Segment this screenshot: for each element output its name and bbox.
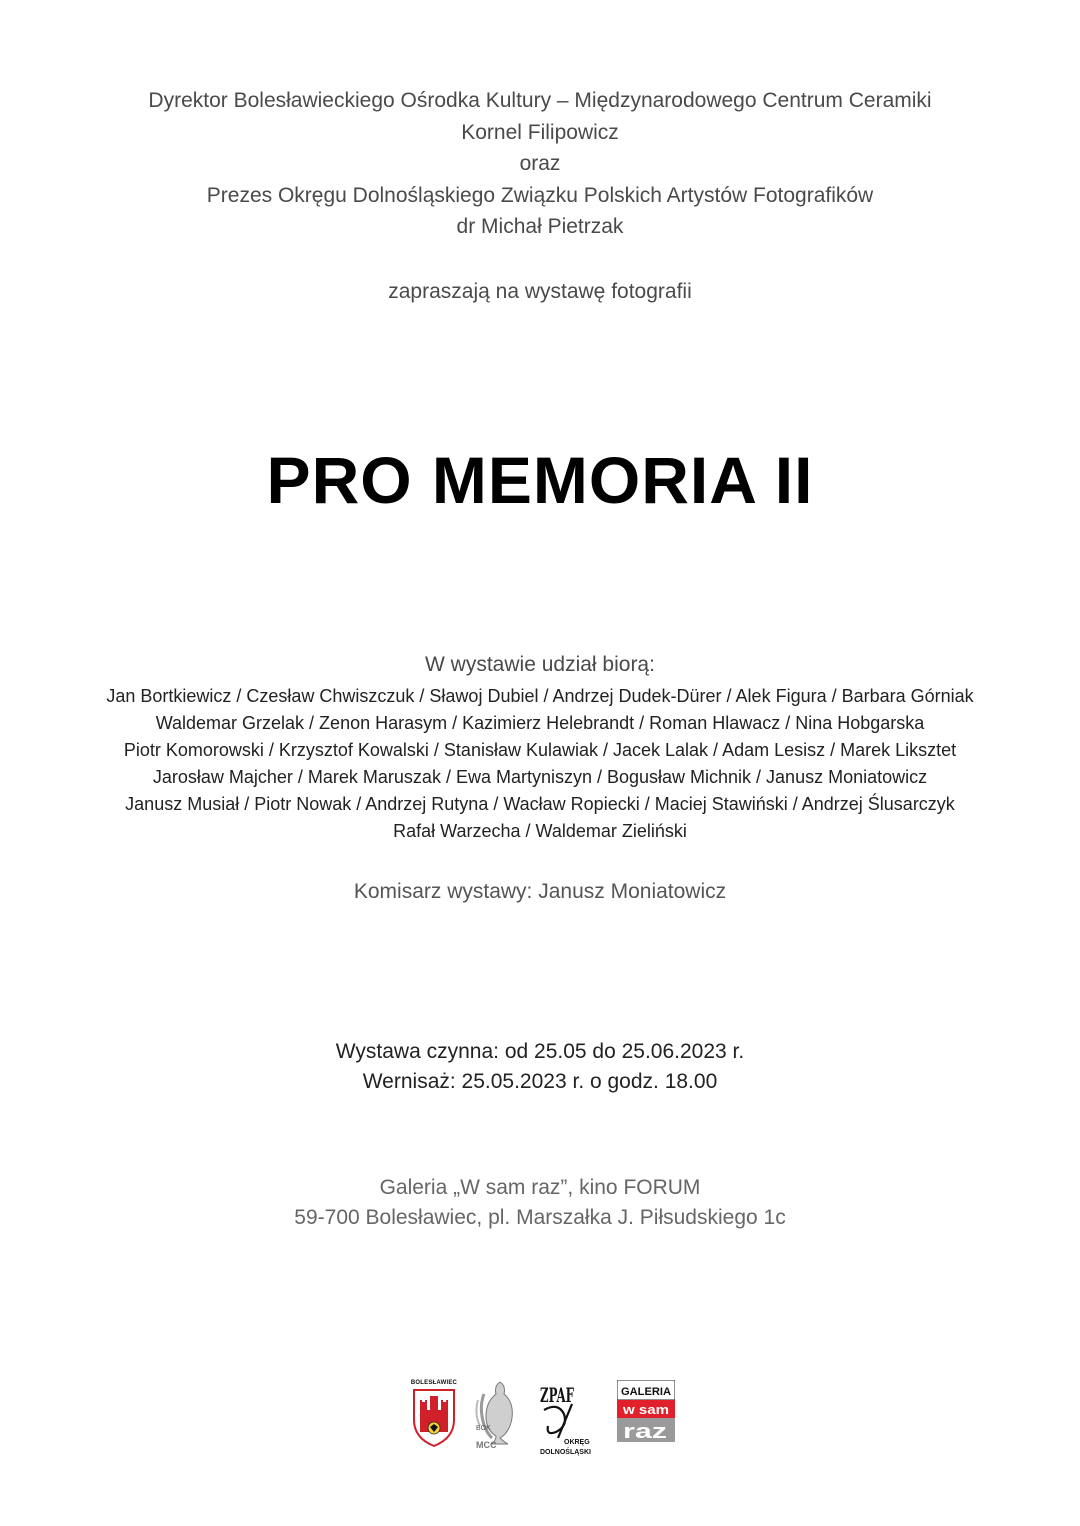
galeria-w-sam-raz-logo <box>617 1380 675 1442</box>
participants-heading: W wystawie udział biorą: <box>425 653 655 676</box>
organizers-block <box>0 85 1080 243</box>
participants-line: Waldemar Grzelak / Zenon Harasym / Kazimierz Helebrandt / Roman Hlawacz / Nina Hobgarska <box>155 713 925 733</box>
bok-mcc-logo <box>470 1380 522 1452</box>
organizer-line-2: Kornel Filipowicz <box>461 120 619 144</box>
ceramic-vase-icon <box>470 1380 522 1452</box>
boleslawiec-coat-of-arms-logo <box>410 1380 458 1448</box>
boleslawiec-logo-text: BOLESŁAWIEC <box>410 1380 458 1386</box>
participants-line: Piotr Komorowski / Krzysztof Kowalski / Stanisław Kulawiak / Jacek Lalak / Adam Lesisz / Marek Liksztet <box>123 740 957 760</box>
bok-logo-subtext: MCC <box>476 1440 497 1450</box>
organizer-line-5: dr Michał Pietrzak <box>456 215 624 238</box>
participants-list <box>0 683 1080 845</box>
curator-text: Komisarz wystawy: Janusz Moniatowicz <box>353 880 727 903</box>
dates-block <box>0 1037 1080 1097</box>
galeria-logo-icon <box>617 1380 675 1442</box>
venue-address: 59-700 Bolesławiec, pl. Marszałka J. Piłsudskiego 1c <box>294 1206 786 1229</box>
exhibition-dates: Wystawa czynna: od 25.05 do 25.06.2023 r. <box>335 1040 745 1063</box>
invitation-text: zapraszają na wystawę fotografii <box>388 280 692 303</box>
bok-logo-text: BOK <box>476 1425 491 1432</box>
venue-block <box>0 1173 1080 1233</box>
organizer-line-1: Dyrektor Bolesławieckiego Ośrodka Kultury – Międzynarodowego Centrum Ceramiki <box>148 89 932 112</box>
participants-line: Rafał Warzecha / Waldemar Zieliński <box>393 821 687 841</box>
zpaf-region-text-2: DOLNOŚLĄSKI <box>540 1449 591 1456</box>
sponsor-logos <box>0 1380 1080 1460</box>
coat-of-arms-icon <box>410 1380 458 1448</box>
organizer-line-4: Prezes Okręgu Dolnośląskiego Związku Polskich Artystów Fotografików <box>206 183 874 207</box>
zpaf-logo-text: ZPAF <box>540 1383 574 1407</box>
venue-name: Galeria „W sam raz”, kino FORUM <box>379 1176 701 1199</box>
participants-line: Jan Bortkiewicz / Czesław Chwiszczuk / Sławoj Dubiel / Andrzej Dudek-Dürer / Alek Figura / Barbara Górniak <box>106 686 974 706</box>
galeria-logo-text-3: raz <box>623 1421 667 1442</box>
zpaf-logo <box>538 1380 602 1460</box>
galeria-logo-text-2: w sam <box>621 1402 669 1417</box>
galeria-logo-text: GALERIA <box>621 1386 672 1398</box>
zpaf-monogram-icon <box>538 1380 602 1460</box>
exhibition-title: PRO MEMORIA II <box>266 443 814 517</box>
vernissage-date: Wernisaż: 25.05.2023 r. o godz. 18.00 <box>362 1070 718 1093</box>
zpaf-region-text: OKRĘG <box>564 1439 590 1446</box>
participants-line: Janusz Musiał / Piotr Nowak / Andrzej Rutyna / Wacław Ropiecki / Maciej Stawiński / Andrzej Ślusarczyk <box>125 794 955 814</box>
organizer-line-3: oraz <box>519 152 561 175</box>
participants-line: Jarosław Majcher / Marek Maruszak / Ewa Martyniszyn / Bogusław Michnik / Janusz Moniatowicz <box>152 767 928 787</box>
